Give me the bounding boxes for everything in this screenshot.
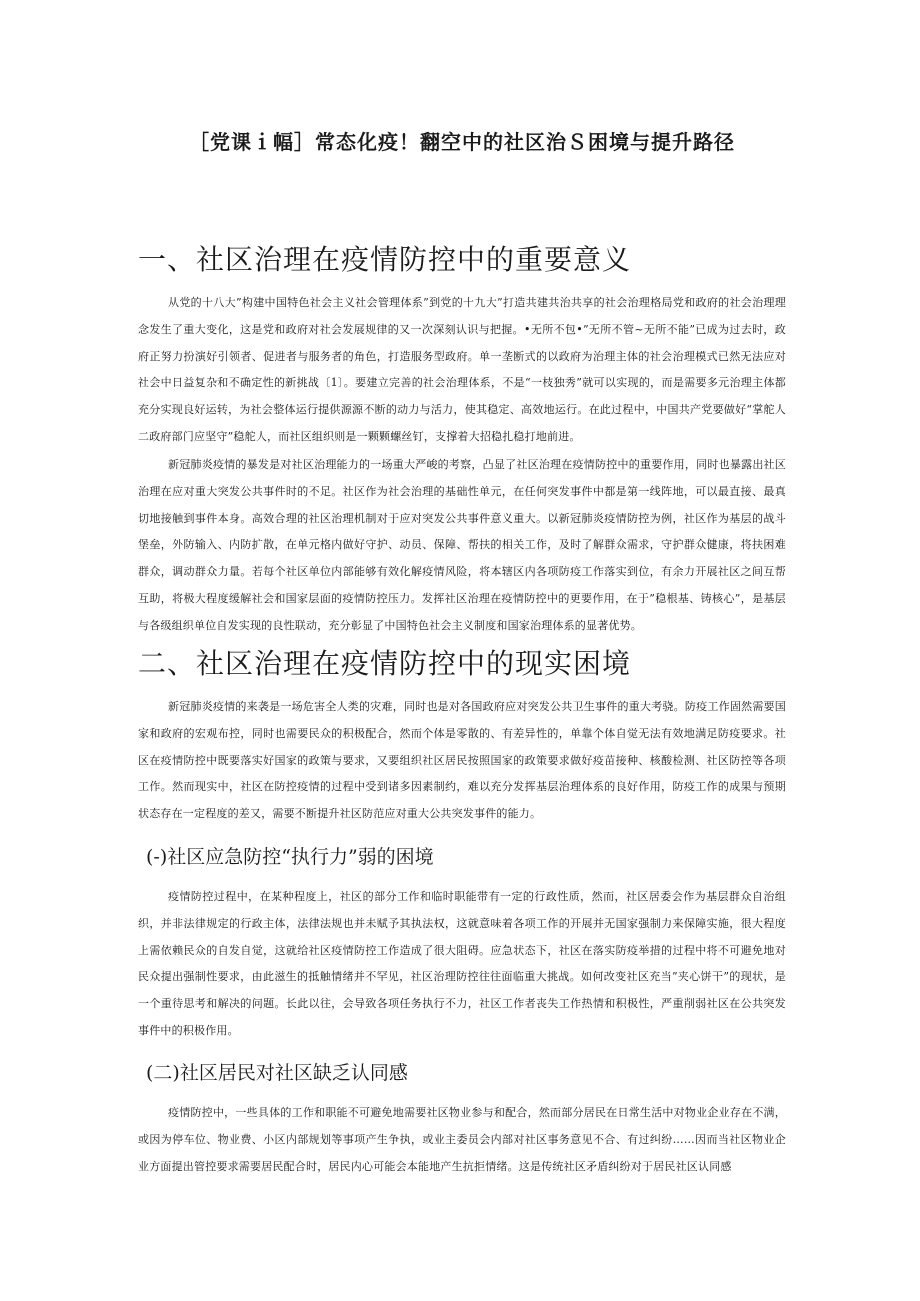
document-title: ［党课ｉ幅］常态化疫！翻空中的社区治Ｓ困境与提升路径	[189, 130, 735, 154]
subsection-heading-2: (二)社区居民对社区缺乏认同感	[146, 1062, 408, 1084]
subsection-2-paragraph-1: 疫情防控中，一些具体的工作和职能不可避免地需要社区物业参与和配合，然而部分居民在日常生活中对物业企业存在不满，或因为停车位、物业费、小区内部规划等事项产生争执，或业主委员会内部对社区事务意见不合、有过纠纷……因而当社区物业企业方面提出管控要求需要居民配合时，居民内心可能会本能地产生抗拒情绪。这是传统社区矛盾纠纷对于居民社区认同感	[138, 1106, 786, 1173]
section-1-paragraph-2: 新冠肺炎疫情的暴发是对社区治理能力的一场重大严峻的考察，凸显了社区治理在疫情防控中的重要作用，同时也暴露出社区治理在应对重大突发公共事件时的不足。社区作为社会治理的基础性单元，在任何突发事件中都是第一线阵地，可以最直接、最真切地接触到事件本身。高效合理的社区治理机制对于应对突发公共事件意义重大。以新冠肺炎疫情防控为例，社区作为基层的战斗堡垒，外防输入、内防扩散，在单元格内做好守护、动员、保障、帮扶的相关工作，及时了解群众需求，守护群众健康，将扶困难群众，调动群众力量。若每个社区单位内部能够有效化解疫情风险，将本辖区内各项防疫工作落实到位，有余力开展社区之间互帮互助，将极大程度缓解社会和国家层面的疫情防控压力。发挥社区治理在疫情防控中的更要作用，在于”稳根基、铸核心”，是基层与各级组织单位自发实现的良性联动，充分彰显了中国特色社会主义制度和国家治理体系的显著优势。	[138, 458, 786, 632]
section-heading-2: 二、社区治理在疫情防控中的现实困境	[138, 647, 632, 680]
subsection-1-paragraph-1: 疫情防控过程中，在某种程度上，社区的部分工作和临时职能带有一定的行政性质，然而，社区居委会作为基层群众自治组织，并非法律规定的行政主体，法律法规也并未赋予其执法权，这就意味着各项工作的开展并无国家强制力来保障实施，很大程度上需依赖民众的自发自觉，这就给社区疫情防控工作造成了很大阻碍。应急状态下，社区在落实防疫举措的过程中将不可避免地对民众提出强制性要求，由此滋生的抵触情绪并不罕见，社区治理防控往往面临重大挑战。如何改变社区充当”夹心饼干”的现状，是一个重待思考和解决的问题。长此以往，会导致各项任务执行不力，社区工作者丧失工作热情和积极性，严重削弱社区在公共突发事件中的积极作用。	[138, 890, 786, 1037]
section-2-paragraph-1: 新冠肺炎疫情的来袭是一场危害全人类的灾难，同时也是对各国政府应对突发公共卫生事件的重大考骁。防疫工作固然需要国家和政府的宏观布控，同时也需要民众的积极配合，然而个体是零散的、有差异性的，单靠个体自觉无法有效地满足防疫要求。社区在疫情防控中既要落实好国家的政策与要求，又要组织社区居民按照国家的政策要求做好疫苗接种、核酸检测、社区防控等各项工作。然而现实中，社区在防控疫情的过程中受到诸多因素制约，难以充分发挥基层治理体系的良好作用，防疫工作的成果与预期状态存在一定程度的差又，需要不断提升社区防范应对重大公共突发事件的能力。	[138, 700, 786, 821]
section-1-paragraph-1: 从党的十八大”构建中国特色社会主义社会管理体系”到党的十九大”打造共建共治共享的社会治理格局党和政府的社会治理理念发生了重大变化，这是党和政府对社会发展规律的又一次深刻认识与把握。•无所不包•”无所不管~无所不能”已成为过去时，政府正努力扮演好引领者、促进者与服务者的角色，打造服务型政府。单一垄断式的以政府为治理主体的社会治理模式已然无法应对社会中日益复杂和不确定性的新挑战〔1〕。要建立完善的社会治理体系，不是“一枝独秀”就可以实现的，而是需要多元治理主体都充分实现良好运转，为社会整体运行提供源源不断的动力与活力，使其稳定、高效地运行。在此过程中，中国共产党要做好“掌舵人二政府部门应坚守”稳舵人，而社区组织则是一颗颗螺丝钉，支撑着大招稳扎稳打地前进。	[138, 296, 786, 443]
section-heading-1: 一、社区治理在疫情防控中的重要意义	[138, 243, 632, 276]
subsection-heading-1: (-)社区应急防控“执行力”弱的困境	[146, 846, 434, 868]
